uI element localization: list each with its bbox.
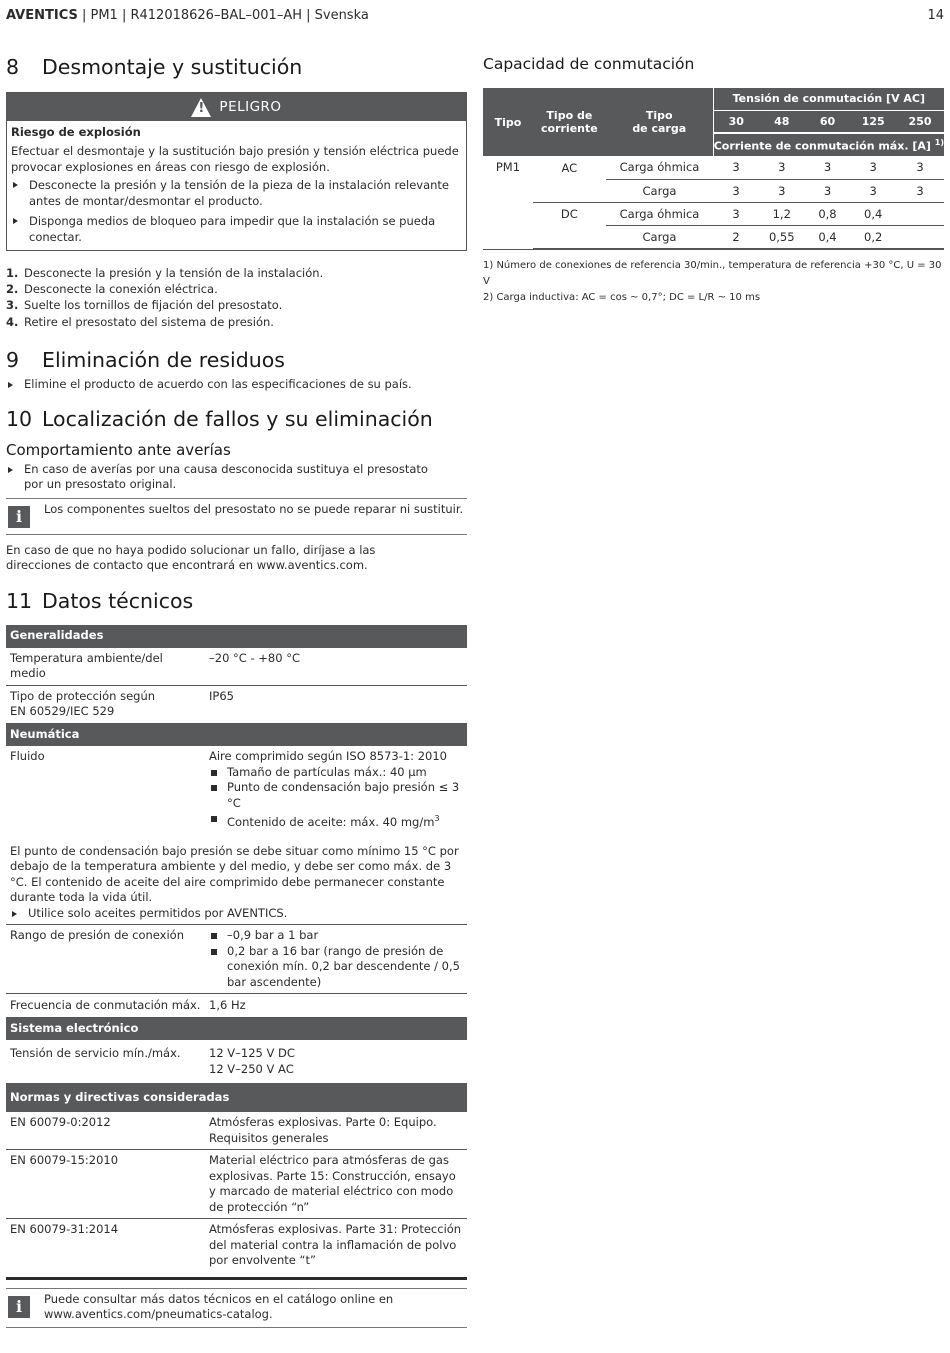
- table-row: EN 60079-15:2010 Material eléctrico para atmósferas de gas explosivas. Parte 15: Construcción, ensayo y marcado de material eléctrico con modo de protección “n”: [6, 1150, 467, 1219]
- danger-warning-box: [6, 92, 467, 251]
- section-11-title: 11 Datos técnicos: [6, 588, 194, 613]
- technical-data-table: [6, 625, 467, 1275]
- section-9-title: 9 Eliminación de residuos: [6, 347, 285, 372]
- info-icon: i: [8, 506, 30, 528]
- brand-name: AVENTICS: [6, 8, 78, 23]
- table-row: Carga 3 3 3 3 3: [483, 179, 944, 202]
- info-text: Los componentes sueltos del presostato no se puede reparar ni sustituir.: [44, 501, 464, 516]
- column-header-current: Tipo de corriente: [533, 88, 606, 156]
- capacity-title: Capacidad de conmutación: [483, 55, 695, 73]
- voltage-header: 30: [713, 110, 759, 133]
- table-row: Tipo de protección según EN 60529/IEC 529 IP65: [6, 685, 467, 723]
- table-row: Tensión de servicio mín./máx. 12 V–125 V DC 12 V–250 V AC: [10, 1046, 295, 1076]
- footnotes: [483, 258, 944, 306]
- table-row: EN 60079-31:2014 Atmósferas explosivas. Parte 31: Protección del material contra la inflamación de polvo por envolvente “t”: [10, 1222, 462, 1268]
- pneumatics-note-bullet: Utilice solo aceites permitidos por AVENTICS.: [10, 906, 463, 922]
- warning-triangle-icon: !: [191, 98, 211, 117]
- voltage-header: 250: [896, 110, 944, 133]
- left-column: [6, 55, 467, 1328]
- warning-label: PELIGRO: [219, 99, 282, 115]
- table-row: DC Carga óhmica 3 1,2 0,8 0,4: [483, 202, 944, 225]
- table-header-norms: Normas y directivas consideradas: [6, 1083, 467, 1112]
- switching-capacity-table: [483, 88, 944, 249]
- column-header-current-max: Corriente de conmutación máx. [A] $^{1)}$: [713, 133, 944, 156]
- warning-bullet: Disponga medios de bloqueo para impedir que la instalación se pueda conectar.: [11, 213, 462, 245]
- table-row: [6, 834, 467, 925]
- list-item: 4. Retire el presostato del sistema de presión.: [6, 314, 274, 329]
- column-header-voltage: Tensión de conmutación [V AC]: [713, 88, 944, 110]
- right-column: [483, 55, 944, 306]
- table-row: Fluido Aire comprimido según ISO 8573-1: 2010 Tamaño de partículas máx.: 40 µm Punto de condensación bajo presión ≤ 3 °C Contenido de aceite: máx. 40 $mg/m^3$: [6, 746, 467, 833]
- table-header-general: Generalidades: [6, 625, 467, 648]
- table-row: Rango de presión de conexión –0,9 bar a 1 bar 0,2 bar a 16 bar (rango de presión de conexión mín. 0,2 bar descendente / 0,5 bar ascendente): [6, 925, 467, 994]
- section-10-title: 10 Localización de fallos y su eliminación: [6, 406, 433, 431]
- table-row: EN 60079-0:2012 Atmósferas explosivas. Parte 0: Equipo. Requisitos generales: [6, 1112, 467, 1150]
- list-item: 1. Desconecte la presión y la tensión de la instalación.: [6, 266, 324, 280]
- page-number: 14: [927, 8, 944, 23]
- table-row: Frecuencia de conmutación máx. 1,6 Hz: [6, 994, 467, 1018]
- warning-text: Efectuar el desmontaje y la sustitución bajo presión y tensión eléctrica puede provocar explosiones en áreas con riesgo de explosión.: [11, 144, 459, 174]
- warning-risk-title: Riesgo de explosión: [11, 125, 141, 139]
- table-header-pneumatics: Neumática: [6, 723, 467, 746]
- catalog-info-text: Puede consultar más datos técnicos en el catálogo online en www.aventics.com/pneumatics-catalog.: [44, 1291, 394, 1321]
- list-item: 3. Suelte los tornillos de fijación del presostato.: [6, 298, 283, 313]
- voltage-header: 60: [805, 110, 851, 133]
- removal-steps: [6, 265, 467, 330]
- footnote: 2) Carga inductiva: AC = cos ~ 0,7°; DC = L/R ~ 10 ms: [483, 291, 761, 303]
- contact-text: En caso de que no haya podido solucionar un fallo, diríjase a las direcciones de contacto que encontrará en www.aventics.com.: [6, 542, 376, 572]
- document-reference: | PM1 | R412018626–BAL–001–AH | Svenska: [77, 8, 369, 23]
- warning-bar: [7, 93, 466, 121]
- info-note: [6, 498, 467, 535]
- table-row: PM1 AC Carga óhmica 3 3 3 3 3: [483, 156, 944, 179]
- catalog-info-note: [6, 1288, 467, 1328]
- warning-bullet: Desconecte la presión y la tensión de la pieza de la instalación relevante antes de montar/desmontar el producto.: [11, 177, 462, 209]
- page-header: [6, 8, 944, 26]
- voltage-header: 125: [850, 110, 896, 133]
- footnote: 1) Número de conexiones de referencia 30/min., temperatura de referencia +30 °C, U = 30 V: [483, 259, 942, 287]
- info-icon: i: [8, 1296, 30, 1318]
- section-10-subtitle: Comportamiento ante averías: [6, 440, 231, 459]
- table-row: Carga 2 0,55 0,4 0,2: [483, 225, 944, 248]
- voltage-header: 48: [759, 110, 805, 133]
- fault-bullet: En caso de averías por una causa desconocida sustituya el presostato por un presostato original.: [6, 462, 467, 492]
- pneumatics-note: El punto de condensación bajo presión se debe situar como mínimo 15 °C por debajo de la temperatura ambiente y del medio, y debe ser como máx. de 3 °C. El contenido de aceite del aire comprimido debe permanecer constante durante toda la vida útil.: [10, 843, 459, 905]
- list-item: 2. Desconecte la conexión eléctrica.: [6, 282, 218, 297]
- table-row: Temperatura ambiente/del medio –20 °C - +80 °C: [6, 648, 467, 686]
- column-header-type: Tipo: [483, 88, 533, 156]
- column-header-load: Tipo de carga: [606, 88, 713, 156]
- disposal-bullet: Elimine el producto de acuerdo con las especificaciones de su país.: [6, 377, 467, 391]
- table-header-electronics: Sistema electrónico: [6, 1017, 467, 1040]
- section-8-title: 8 Desmontaje y sustitución: [6, 55, 303, 79]
